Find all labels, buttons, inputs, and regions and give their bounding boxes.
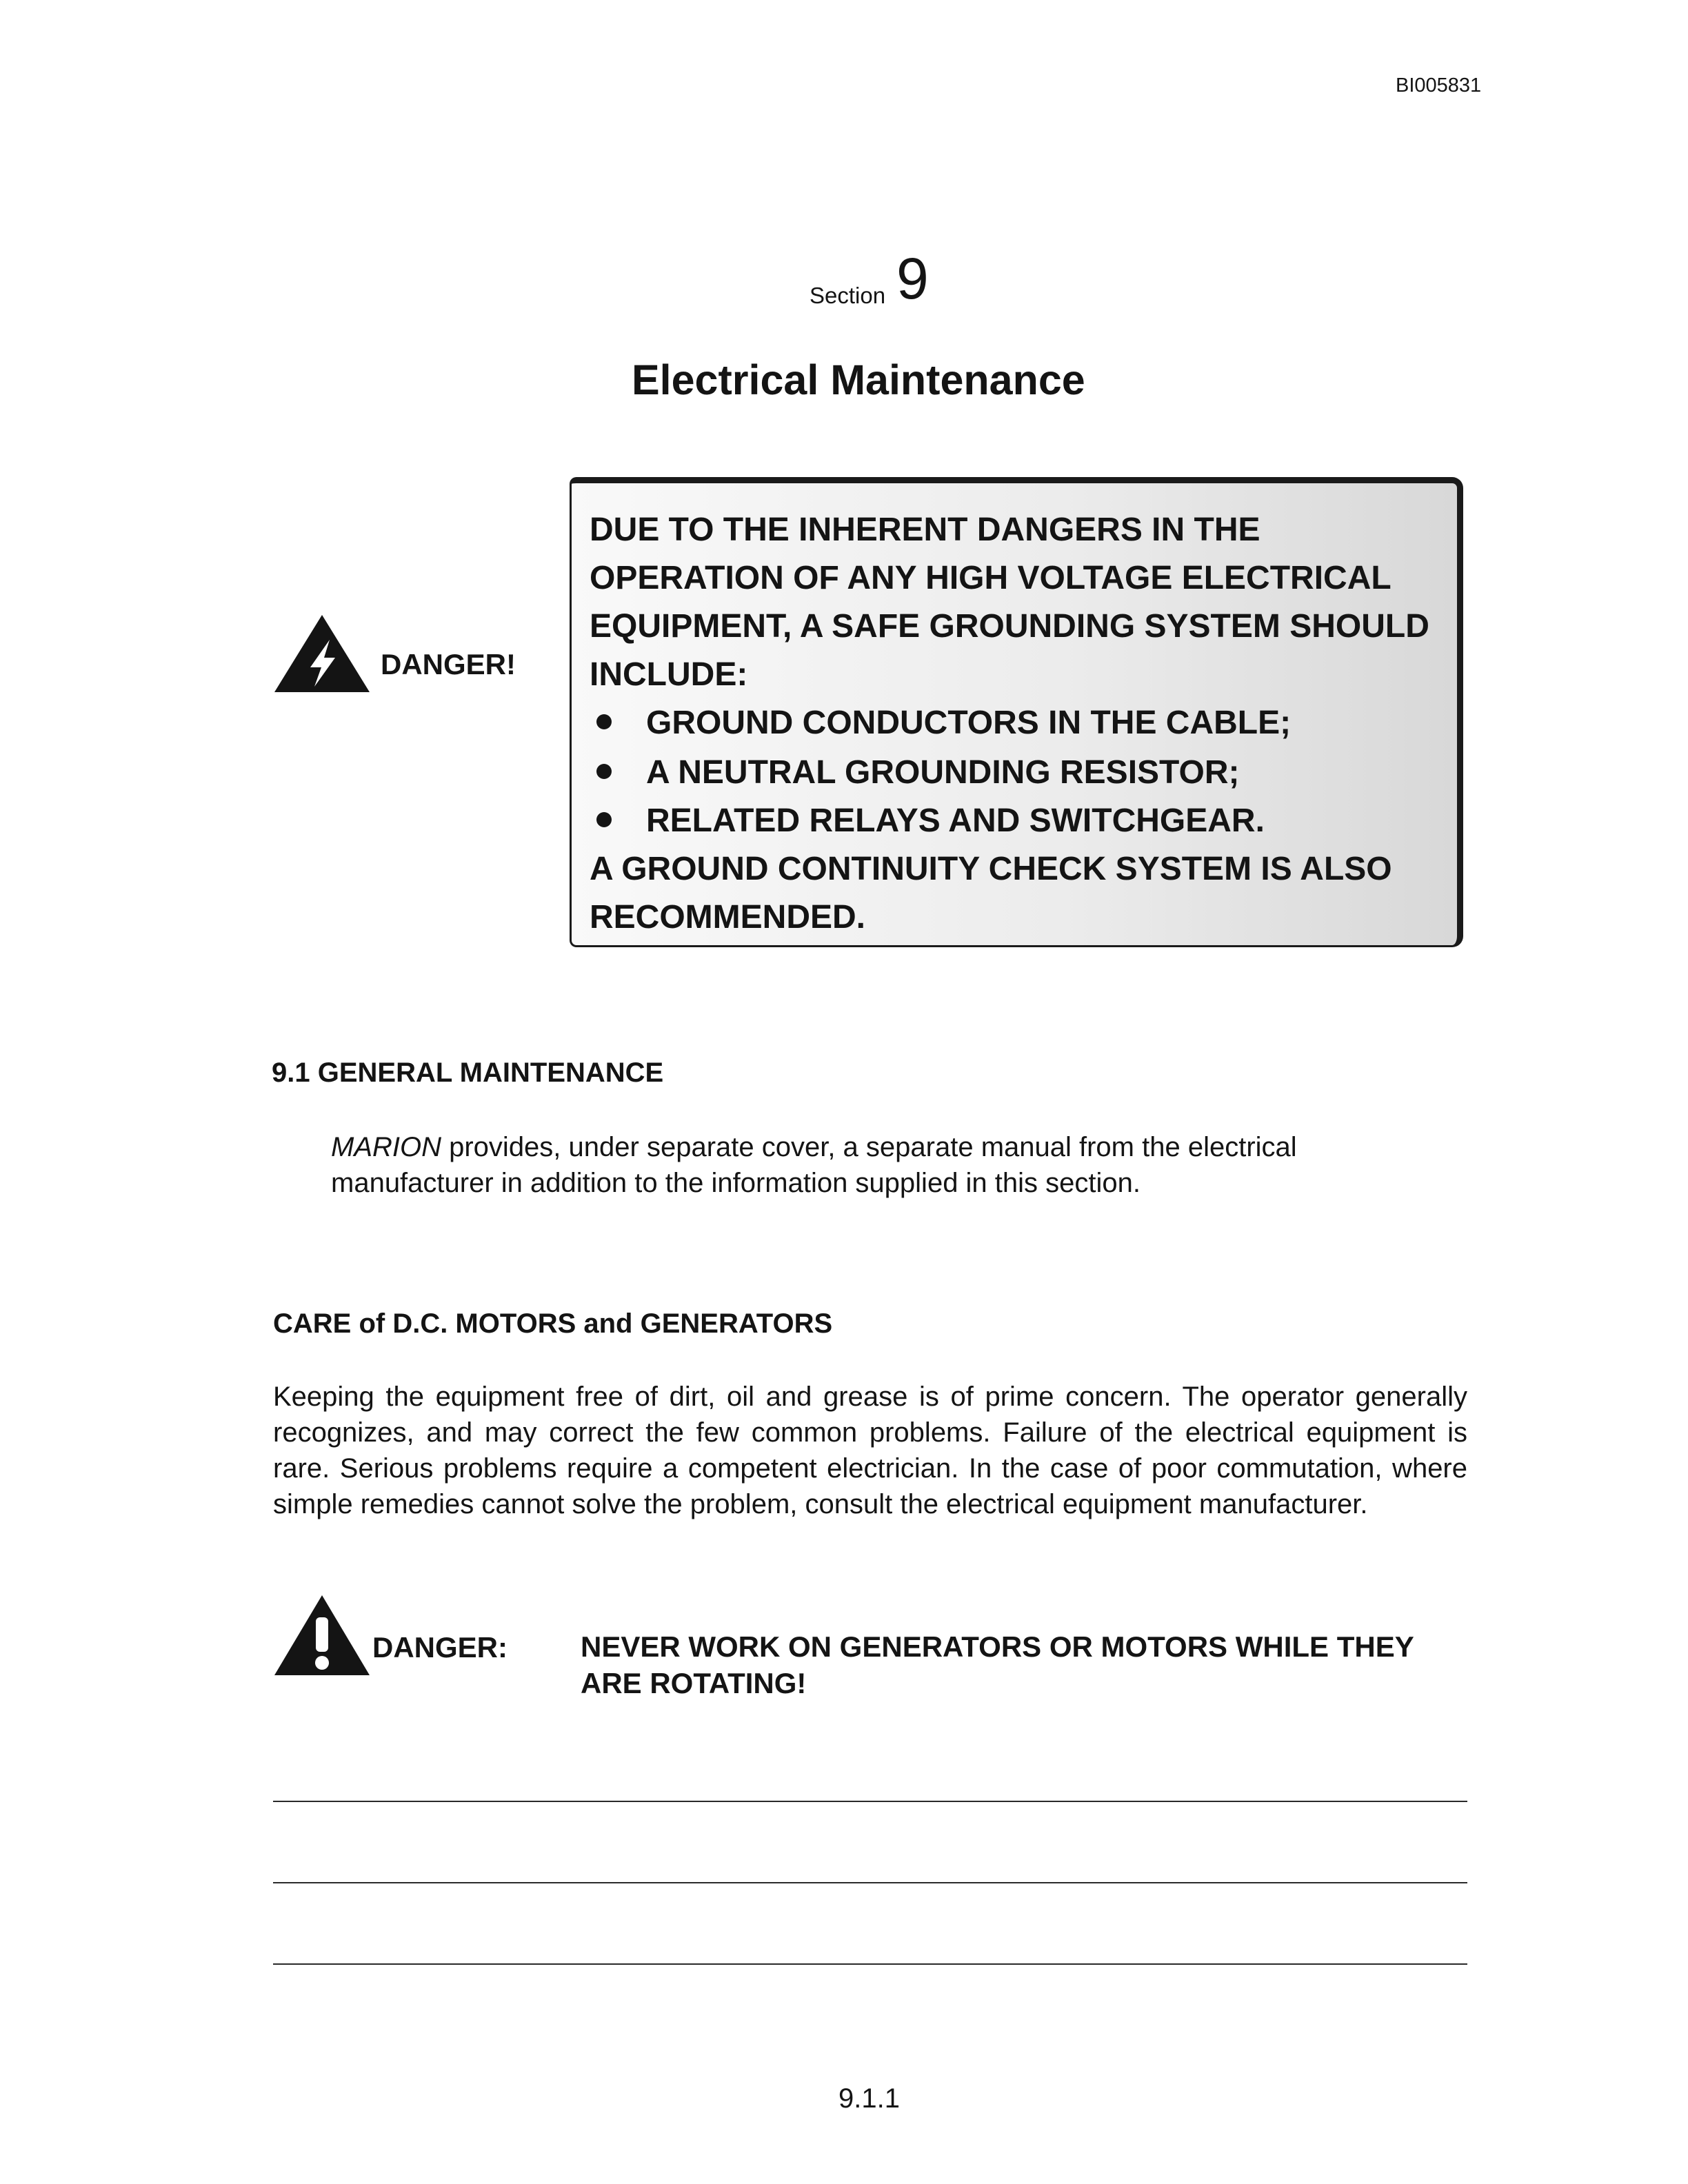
notes-line (273, 1963, 1467, 1965)
danger-label: DANGER: (372, 1631, 508, 1664)
bullet-icon (596, 714, 612, 729)
warning-line: RECOMMENDED. (590, 899, 866, 936)
rotating-danger-label (273, 1593, 563, 1678)
warning-line: OPERATION OF ANY HIGH VOLTAGE ELECTRICAL (590, 560, 1391, 596)
section-number: 9 (896, 246, 929, 311)
warning-bullet (590, 704, 1291, 742)
paragraph-text: provides, under separate cover, a separate manual from the electrical manufacturer in addition to the information supplied in this section. (331, 1132, 1297, 1198)
danger-label: DANGER! (381, 648, 516, 680)
page-title: Electrical Maintenance (632, 356, 1085, 403)
care-paragraph: Keeping the equipment free of dirt, oil and grease is of prime concern. The operator generally recognizes, and may correct the few common problems. Failure of the electrical equipment is rare. Serious problems require a competent electrician. In the case of poor commutation, where simple remedies cannot solve the problem, consult the electrical equipment manufacturer. (273, 1382, 1467, 1519)
warning-line: EQUIPMENT, A SAFE GROUNDING SYSTEM SHOULD (590, 608, 1429, 645)
rotating-warning-text: NEVER WORK ON GENERATORS OR MOTORS WHILE THEY ARE ROTATING! (581, 1630, 1414, 1699)
warning-line: A GROUND CONTINUITY CHECK SYSTEM IS ALSO (590, 851, 1392, 887)
notes-line (273, 1882, 1467, 1883)
bullet-text: GROUND CONDUCTORS IN THE CABLE; (646, 705, 1292, 741)
general-maintenance-heading: 9.1 GENERAL MAINTENANCE (272, 1058, 664, 1088)
grounding-warning-box (570, 477, 1463, 947)
high-voltage-danger-label (273, 612, 535, 702)
notes-line (273, 1801, 1467, 1802)
brand-name: MARION (331, 1132, 441, 1162)
bullet-icon (596, 764, 612, 779)
warning-line: INCLUDE: (590, 656, 748, 693)
general-maintenance-paragraph (331, 1129, 1420, 1201)
bullet-icon (596, 812, 612, 827)
exclamation-warning-icon (273, 1593, 371, 1678)
bullet-text: RELATED RELAYS AND SWITCHGEAR. (646, 802, 1265, 839)
warning-line: DUE TO THE INHERENT DANGERS IN THE (590, 512, 1260, 548)
high-voltage-warning-icon (273, 612, 371, 694)
bullet-text: A NEUTRAL GROUNDING RESISTOR; (646, 754, 1240, 791)
care-heading: CARE of D.C. MOTORS and GENERATORS (273, 1308, 833, 1339)
warning-bullet (590, 802, 1265, 840)
warning-bullet (590, 754, 1239, 791)
page-number: 9.1.1 (838, 2083, 900, 2114)
document-id: BI005831 (1396, 74, 1482, 97)
section-label: Section (810, 283, 886, 308)
